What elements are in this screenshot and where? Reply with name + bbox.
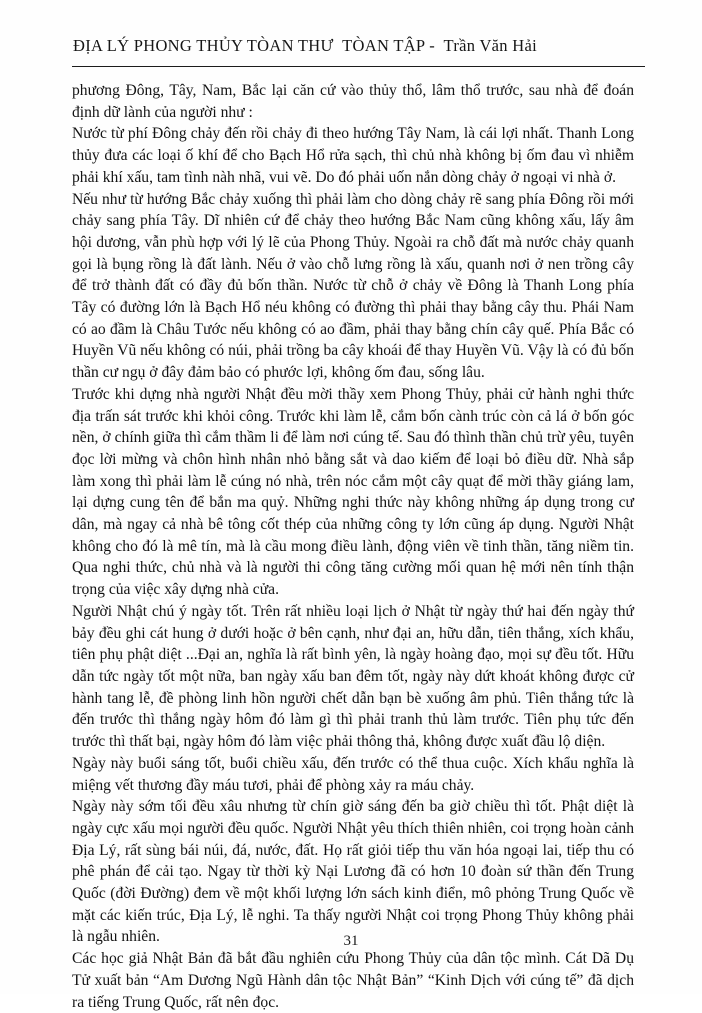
header-divider [72, 66, 645, 67]
paragraph: phương Đông, Tây, Nam, Bắc lại căn cứ vào thủy thổ, lâm thổ trước, sau nhà để đoán định dữ lành của người như : [72, 82, 634, 121]
paragraph: Các học giả Nhật Bản đã bắt đầu nghiên cứu Phong Thủy của dân tộc mình. Cát Dã Dụ Tử xuất bản “Am Dương Ngũ Hành dân tộc Nhật Bản” “Kinh Dịch với cúng tế” đã dịch ra tiếng Trung Quốc, rất nên đọc. [72, 950, 634, 1011]
paragraph: Người Nhật chú ý ngày tốt. Trên rất nhiều loại lịch ở Nhật từ ngày thứ hai đến ngày thứ bảy đều ghi cát hung ở dưới hoặc ở bên cạnh, như đại an, hữu dẫn, tiên thắng, xích khẩu, tiên phụ phật diệt ...Đại an, nghĩa là rất bình yên, là ngày hoàng đạo, mọi sự đều tốt. Hữu dẫn tức ngày tốt một nữa, ban ngày xấu ban đêm tốt, ngày này dứt khoát không được cử hành tang lễ, đề phòng linh hồn người chết dẫn bạn bè xuống âm phủ. Tiên thắng tức là đến trước thì thắng ngày hôm đó làm gì thì phải tranh thủ làm trước. Tiên phụ tức đến trước thì thất bại, ngày hôm đó làm việc phải thông thả, không được xuất đầu lộ diện. [72, 602, 634, 751]
body-text [72, 80, 634, 1013]
paragraph: Nếu như từ hướng Bắc chảy xuống thì phải làm cho dòng chảy rẽ sang phía Đông rồi mới chảy sang phía Tây. Dĩ nhiên cứ để chảy theo hướng Bắc Nam cũng không xấu, lấy âm hội dương, vẫn phù hợp với lý lẽ của Phong Thủy. Ngoài ra chỗ đất mà nước chảy quanh gọi là bụng rồng là đất lành. Nếu ở vào chỗ lưng rồng là xấu, quanh nơi ở nen trồng cây để trở thành đất có đầy đủ bốn thần. Nước từ chỗ ở chảy về Đông là Thanh Long phía Tây có đường lớn là Bạch Hổ néu không có đường thì phải thay bằng cây thu. Phái Nam có ao đầm là Châu Tước nếu không có ao đầm, phải thay bằng chín cây quế. Phía Bắc có Huyền Vũ nếu không có núi, phải trồng ba cây khoái để thay Huyền Vũ. Vậy là có đủ bốn thần cư ngụ ở đây đảm bảo có phước lợi, không ốm đau, sống lâu. [72, 190, 634, 382]
paragraph: Ngày này sớm tối đều xâu nhưng từ chín giờ sáng đến ba giờ chiều thì tốt. Phật diệt là ngày cực xấu mọi người đều quốc. Người Nhật yêu thích thiên nhiên, coi trọng hoàn cảnh Địa Lý, rất sùng bái núi, đá, nước, đất. Họ rất giỏi tiếp thu văn hóa ngoại lai, tiếp thu có phê phán để cải tạo. Ngay từ thời kỳ Nại Lương đã có hơn 10 đoàn sứ thần đến Trung Quốc (đời Đường) đem về một khối lượng lớn sách kinh điển, mô phỏng Trung Quốc về mặt các kiến trúc, Địa Lý, lễ nghi. Ta thấy người Nhật coi trọng Phong Thủy không phải là ngẫu nhiên. [72, 798, 634, 946]
page-header-title: ĐỊA LÝ PHONG THỦY TÒAN THƯ TÒAN TẬP - Trần Văn Hải [73, 36, 537, 55]
paragraph: Nước từ phí Đông chảy đến rồi chảy đi theo hướng Tây Nam, là cái lợi nhất. Thanh Long thủy đưa các loại ố khí để cho Bạch Hổ rửa sạch, thì chủ nhà không bị ốm đau vì nhiễm phải khí xấu, tam tình nàh nhã, vui vẽ. Do đó phải uốn nắn dòng chảy ở ngoại vi nhà ở. [72, 125, 634, 186]
page-number: 31 [343, 933, 359, 949]
paragraph: Trước khi dựng nhà người Nhật đều mời thầy xem Phong Thủy, phải cử hành nghi thức địa trấn sát trước khi khỏi công. Trước khi làm lễ, cắm bốn cành trúc còn cả lá ở bốn góc nền, ở chính giữa thì cắm thầm li để làm nơi cúng tế. Sau đó thình thần chủ trừ yêu, tuyên đọc lời mừng và chôn hình nhân nhỏ bằng sắt và dao kiếm để loại bỏ điều dữ. Nhà sắp làm xong thì phải làm lễ cúng nó nhà, trên nóc cắm một cây quạt để mời thầy giáng lam, lại dựng cung tên để bắn ma quỷ. Những nghi thức này không những áp dụng trong cư dân, mà ngay cả nhà bê tông cốt thép của những công ty lớn cũng áp dụng. Người Nhật không cho đó là mê tín, mà là cầu mong điều lành, động viên về tinh thần, tăng niềm tin. Qua nghi thức, chủ nhà và là người thi công tăng cường mối quan hệ mới nên tính thận trọng của việc xây dựng nhà cửa. [72, 385, 634, 599]
paragraph: Ngày này buổi sáng tốt, buổi chiều xấu, đến trước có thể thua cuộc. Xích khẩu nghĩa là miệng vết thương đầy máu tươi, phải để phòng xảy ra máu chảy. [72, 754, 634, 794]
